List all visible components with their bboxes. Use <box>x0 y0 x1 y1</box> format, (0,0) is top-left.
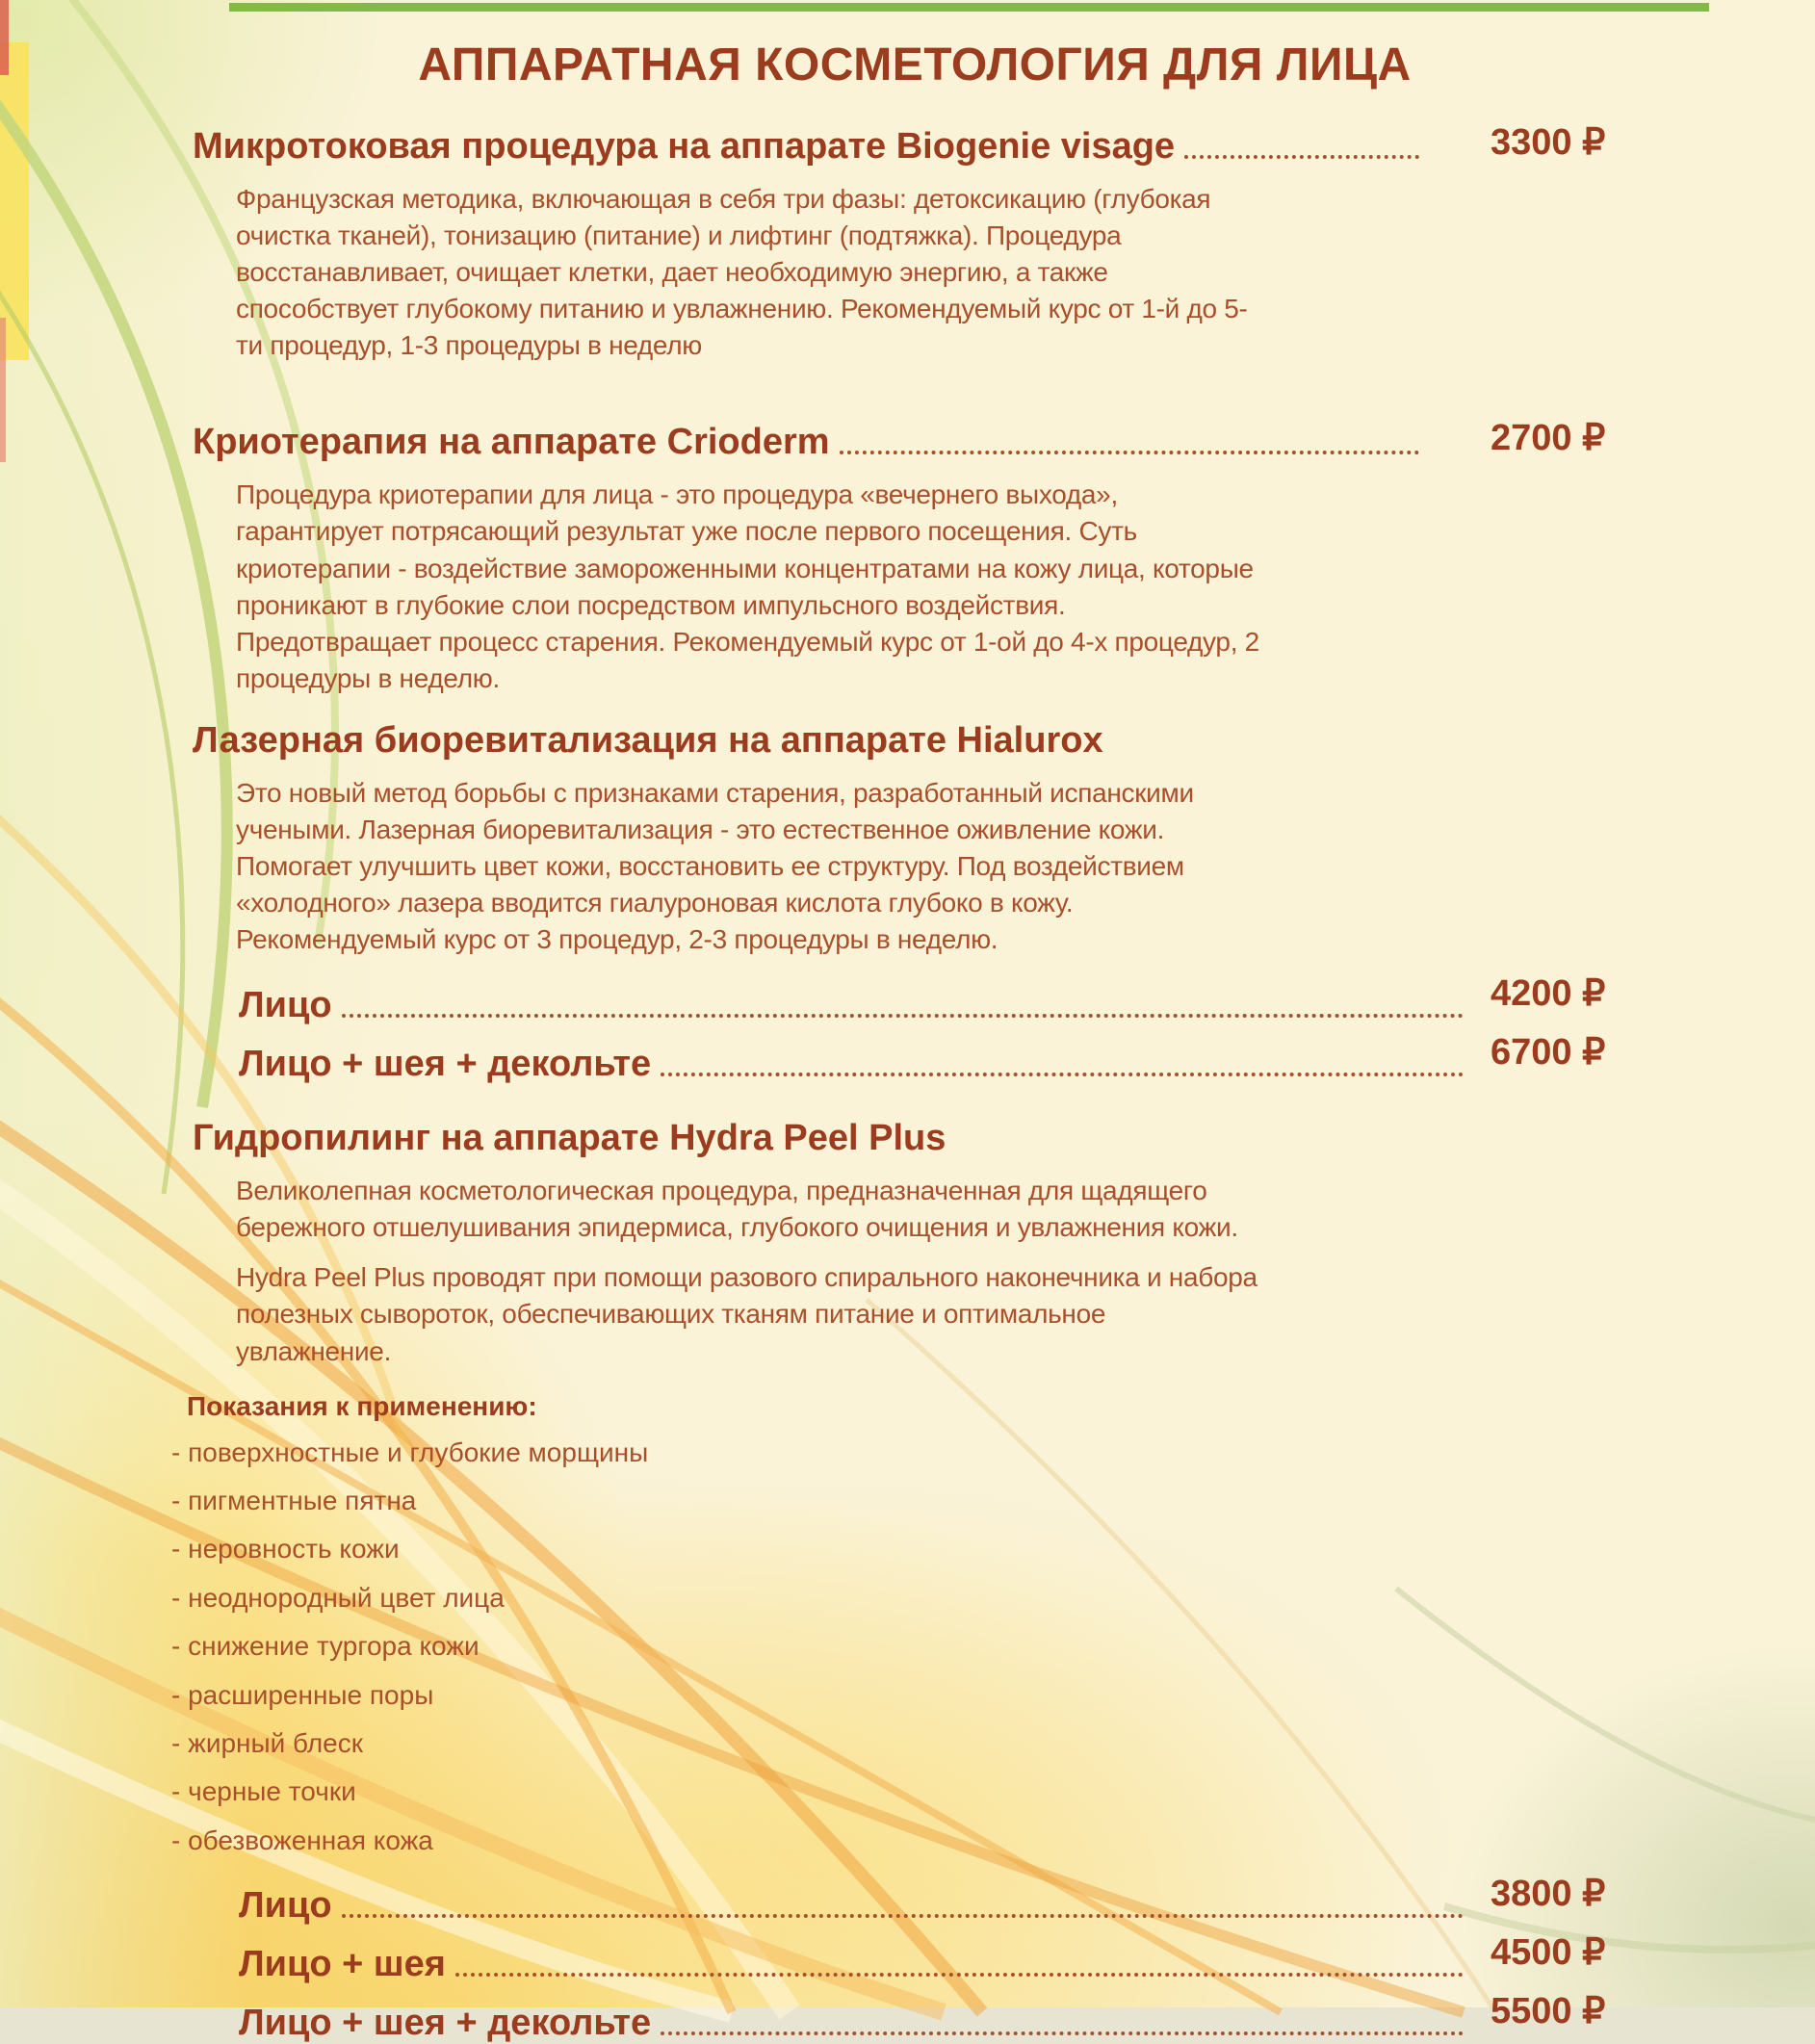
indications-list <box>171 1436 1637 1859</box>
service-description: Французская методика, включающая в себя три фазы: детоксикацию (глубокая очистка тканей), тонизацию (питание) и лифтинг (подтяжка). Процедура восстанавливает, очищает клетки, дает необходимую энергию, а также способствует глубокому питанию и увлажнению. Рекомендуемый курс от 1-й до 5-ти процедур, 1-3 процедуры в неделю <box>236 184 1248 361</box>
service-description: Процедура криотерапии для лица - это процедура «вечернего выхода», гарантирует потрясающий результат уже после первого посещения. Суть криотерапии - воздействие замороженными концентратами на кожу лица, которые проникают в глубокие слои посредством импульсного воздействия. Предотвращает процесс старения. Рекомендуемый курс от 1-ой до 4-х процедур, 2 процедуры в неделю. <box>236 479 1259 693</box>
option-row <box>239 1032 1637 1085</box>
dotted-leader <box>455 1973 1464 1977</box>
service-title: Микротоковая процедура на аппарате Biogenie visage <box>193 126 1176 167</box>
service-section-microcurrent <box>193 124 1637 364</box>
indication-item: - неровность кожи <box>171 1534 400 1565</box>
option-price: 3800 ₽ <box>1491 1874 1606 1915</box>
service-title: Лазерная биоревитализация на аппарате Hialurox <box>193 719 1103 761</box>
option-label: Лицо <box>239 1885 332 1927</box>
option-label: Лицо + шея + декольте <box>239 2003 652 2044</box>
option-label: Лицо + шея <box>239 1944 446 1985</box>
option-row <box>239 1991 1637 2044</box>
service-title: Криотерапия на аппарате Crioderm <box>193 422 830 463</box>
service-price: 2700 ₽ <box>1491 418 1606 459</box>
option-price: 4500 ₽ <box>1491 1932 1606 1974</box>
indication-item: - расширенные поры <box>171 1679 434 1710</box>
dotted-leader <box>661 1073 1464 1076</box>
indication-item: - черные точки <box>171 1776 356 1807</box>
indications-title: Показания к применению: <box>187 1390 537 1421</box>
option-price: 6700 ₽ <box>1491 1032 1606 1074</box>
option-price: 5500 ₽ <box>1491 1991 1606 2032</box>
option-row <box>239 973 1637 1026</box>
option-label: Лицо <box>239 985 332 1026</box>
indication-item: - пигментные пятна <box>171 1486 417 1516</box>
service-description: Великолепная косметологическая процедура, предназначенная для щадящего бережного отшелушивания эпидермиса, глубокого очищения и увлажнения кожи. <box>236 1176 1238 1243</box>
dotted-leader <box>840 451 1419 454</box>
indication-item: - неоднородный цвет лица <box>171 1582 505 1613</box>
dotted-leader <box>661 2031 1464 2035</box>
option-row <box>239 1932 1637 1985</box>
service-description: Это новый метод борьбы с признаками старения, разработанный испанскими учеными. Лазерная биоревитализация - это естественное оживление кожи. Помогает улучшить цвет кожи, восстановить ее структуру. Под воздействием «холодного» лазера вводится гиалуроновая кислота глубоко в кожу. Рекомендуемый курс от 3 процедур, 2-3 процедуры в неделю. <box>236 777 1194 955</box>
option-row <box>239 1874 1637 1927</box>
indication-item: - снижение тургора кожи <box>171 1631 480 1662</box>
indication-item: - поверхностные и глубокие морщины <box>171 1436 649 1467</box>
indication-item: - жирный блеск <box>171 1727 363 1758</box>
option-label: Лицо + шея + декольте <box>239 1044 652 1085</box>
service-section-laser-biorevitalization <box>193 720 1637 1085</box>
indication-item: - обезвоженная кожа <box>171 1824 433 1855</box>
service-price: 3300 ₽ <box>1491 122 1606 163</box>
option-price: 4200 ₽ <box>1491 973 1606 1015</box>
dotted-leader <box>342 1914 1464 1918</box>
page-title: АППАРАТНАЯ КОСМЕТОЛОГИЯ ДЛЯ ЛИЦА <box>418 39 1412 91</box>
service-title: Гидропилинг на аппарате Hydra Peel Plus <box>193 1118 946 1159</box>
service-row <box>193 124 1637 168</box>
service-section-hydropeeling <box>171 1118 1637 2044</box>
service-section-cryotherapy <box>193 420 1637 696</box>
dotted-leader <box>1184 155 1419 159</box>
service-row <box>193 420 1637 463</box>
service-description: Hydra Peel Plus проводят при помощи разового спирального наконечника и набора полезных сывороток, обеспечивающих тканям питание и оптимальное увлажнение. <box>236 1262 1258 1366</box>
dotted-leader <box>342 1014 1464 1018</box>
